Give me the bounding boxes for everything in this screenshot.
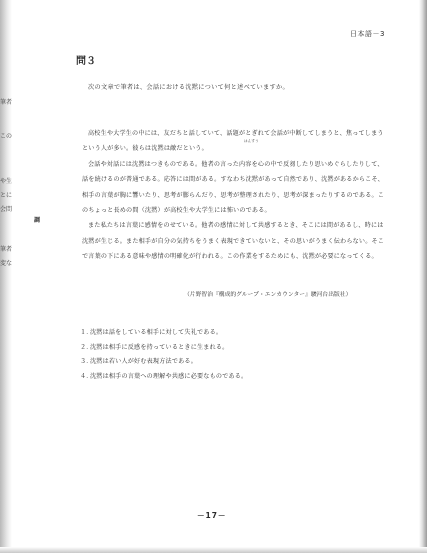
answer-choice[interactable]	[80, 341, 247, 356]
question-title: 問３	[76, 56, 96, 67]
question-prompt: 次の文章で筆者は、会話における沈黙について何と述べていますか。	[88, 84, 289, 91]
margin-fragment: 調	[34, 217, 41, 224]
answer-choice[interactable]	[80, 370, 247, 385]
passage-paragraph: 高校生や大学生の中には、友だちと話していて、話題がとぎれて会話が中断してしまうと、焦ってしまうという人が多い。彼らは沈黙は敵だという。	[82, 130, 384, 153]
page-edge-bottom	[0, 547, 427, 553]
section-header: 日本語－3	[350, 30, 385, 38]
page-edge-right	[419, 0, 427, 553]
page-edge-left	[0, 0, 12, 553]
answer-choices	[80, 326, 247, 384]
answer-choice[interactable]	[80, 355, 247, 370]
ruby-reading: はんすう	[244, 139, 259, 143]
margin-fragment: 変な	[0, 260, 13, 267]
margin-fragment: この	[0, 133, 13, 140]
margin-fragment: とに	[0, 192, 13, 199]
choice-number: ２．	[80, 343, 93, 351]
choice-text: 沈黙は話をしている相手に対して失礼である。	[90, 329, 223, 336]
reading-passage	[82, 126, 388, 265]
answer-choice[interactable]	[80, 326, 247, 341]
choice-number: ３．	[80, 358, 93, 365]
choice-text: 沈黙は相手に反感を持っているときに生まれる。	[90, 343, 229, 351]
margin-fragment: 筆者	[0, 99, 13, 106]
choice-number: １．	[80, 329, 93, 336]
choice-text: 沈黙は若い人が好む表現方法である。	[90, 358, 197, 365]
choice-text: 沈黙は相手の言葉への理解や共感に必要なものである。	[90, 372, 248, 380]
choice-number: ４．	[80, 372, 93, 380]
margin-fragment: 筆者	[0, 246, 13, 253]
margin-fragment: や生	[0, 178, 13, 185]
page-number: －17－	[197, 511, 227, 520]
source-citation: （片野智治『構成的グループ・エンカウンター』駿河台出版社）	[184, 292, 352, 298]
passage-paragraph: また私たちは言葉に感情をのせている。他者の感情に対して共感するとき、そこには間があるし、時には沈黙が生じる。また相手が自分の気持ちをうまく表現できていないと、その思いがうまく伝わらない。そこで言葉の下にある意味や感情の明確化が行われる。この作業をするためにも、沈黙が必要になってくる。	[82, 222, 385, 261]
margin-fragment: 会問	[0, 206, 13, 213]
passage-paragraph: 会話や対話には沈黙はつきものである。他者の言った内容を心の中で反芻したり思いめぐらしたりして、話を続けるのが普通である。応答には間がある。すなわち沈黙があって自然であり、沈黙があるからこそ、相手の言葉が胸に響いたり、思考が膨らんだり、思考が整理されたり、思考が深まったりするのである。このちょっと長めの間（沈黙）が高校生や大学生には怖いのである。	[82, 160, 385, 215]
